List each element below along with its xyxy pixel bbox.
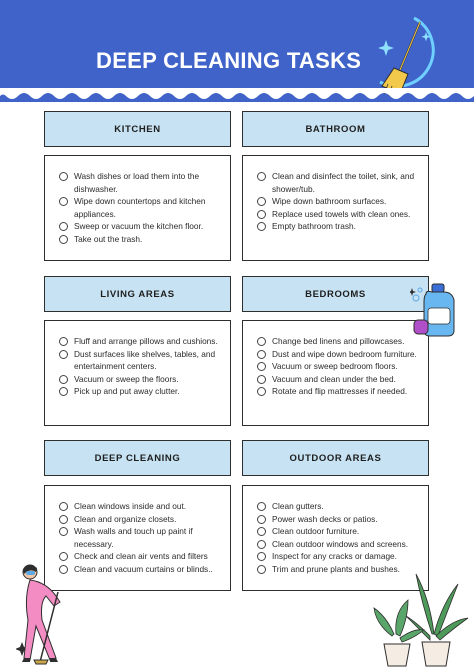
detergent-bottle-icon bbox=[410, 280, 460, 338]
task-item[interactable]: Pick up and put away clutter. bbox=[59, 385, 222, 398]
task-item[interactable]: Replace used towels with clean ones. bbox=[257, 208, 420, 221]
task-item[interactable]: Clean and disinfect the toilet, sink, and shower/tub. bbox=[257, 170, 420, 195]
checkbox-circle-icon[interactable] bbox=[257, 502, 266, 511]
task-item[interactable]: Wash dishes or load them into the dishwasher. bbox=[59, 170, 222, 195]
checkbox-circle-icon[interactable] bbox=[257, 375, 266, 384]
section-heading-outdoor-areas: OUTDOOR AREAS bbox=[242, 440, 429, 476]
task-item[interactable]: Fluff and arrange pillows and cushions. bbox=[59, 335, 222, 348]
task-item[interactable]: Change bed linens and pillowcases. bbox=[257, 335, 420, 348]
checkbox-circle-icon[interactable] bbox=[59, 197, 68, 206]
section-heading-kitchen: KITCHEN bbox=[44, 111, 231, 147]
checkbox-circle-icon[interactable] bbox=[257, 387, 266, 396]
checkbox-circle-icon[interactable] bbox=[257, 565, 266, 574]
checkbox-circle-icon[interactable] bbox=[59, 222, 68, 231]
checkbox-circle-icon[interactable] bbox=[59, 502, 68, 511]
checkbox-circle-icon[interactable] bbox=[257, 350, 266, 359]
task-item[interactable]: Clean outdoor windows and screens. bbox=[257, 538, 420, 551]
task-list-bathroom bbox=[242, 155, 429, 261]
task-item[interactable]: Vacuum and clean under the bed. bbox=[257, 373, 420, 386]
checkbox-circle-icon[interactable] bbox=[59, 337, 68, 346]
task-item[interactable]: Inspect for any cracks or damage. bbox=[257, 550, 420, 563]
checkbox-circle-icon[interactable] bbox=[257, 362, 266, 371]
checkbox-circle-icon[interactable] bbox=[257, 337, 266, 346]
checkbox-circle-icon[interactable] bbox=[59, 350, 68, 359]
checkbox-circle-icon[interactable] bbox=[59, 375, 68, 384]
checkbox-circle-icon[interactable] bbox=[59, 387, 68, 396]
page-title: DEEP CLEANING TASKS bbox=[96, 48, 362, 73]
section-heading-living-areas: LIVING AREAS bbox=[44, 276, 231, 312]
task-item[interactable]: Rotate and flip mattresses if needed. bbox=[257, 385, 420, 398]
section-heading-bathroom: BATHROOM bbox=[242, 111, 429, 147]
task-item[interactable]: Check and clean air vents and filters bbox=[59, 550, 222, 563]
task-item[interactable]: Clean outdoor furniture. bbox=[257, 525, 420, 538]
checkbox-circle-icon[interactable] bbox=[59, 515, 68, 524]
task-item[interactable]: Clean and organize closets. bbox=[59, 513, 222, 526]
task-item[interactable]: Clean windows inside and out. bbox=[59, 500, 222, 513]
task-item[interactable]: Power wash decks or patios. bbox=[257, 513, 420, 526]
task-item[interactable]: Take out the trash. bbox=[59, 233, 222, 246]
checkbox-circle-icon[interactable] bbox=[257, 552, 266, 561]
task-item[interactable]: Clean gutters. bbox=[257, 500, 420, 513]
task-item[interactable]: Dust and wipe down bedroom furniture. bbox=[257, 348, 420, 361]
task-item[interactable]: Wipe down bathroom surfaces. bbox=[257, 195, 420, 208]
checkbox-circle-icon[interactable] bbox=[59, 235, 68, 244]
section-heading-deep-cleaning: DEEP CLEANING bbox=[44, 440, 231, 476]
task-item[interactable]: Vacuum or sweep the floors. bbox=[59, 373, 222, 386]
checkbox-circle-icon[interactable] bbox=[59, 527, 68, 536]
potted-plants-illustration bbox=[372, 564, 470, 668]
header-wave-edge bbox=[0, 88, 474, 102]
checkbox-circle-icon[interactable] bbox=[257, 515, 266, 524]
task-item[interactable]: Clean and vacuum curtains or blinds.. bbox=[59, 563, 222, 576]
task-item[interactable]: Empty bathroom trash. bbox=[257, 220, 420, 233]
section-heading-bedrooms: BEDROOMS bbox=[242, 276, 429, 312]
checkbox-circle-icon[interactable] bbox=[257, 527, 266, 536]
task-list-kitchen bbox=[44, 155, 231, 261]
broom-moon-icon bbox=[360, 12, 452, 96]
task-item[interactable]: Wash walls and touch up paint if necessary. bbox=[59, 525, 222, 550]
checkbox-circle-icon[interactable] bbox=[257, 222, 266, 231]
checkbox-circle-icon[interactable] bbox=[257, 210, 266, 219]
task-list-living-areas bbox=[44, 320, 231, 426]
checkbox-circle-icon[interactable] bbox=[59, 172, 68, 181]
woman-mopping-illustration bbox=[16, 562, 82, 666]
header-banner bbox=[0, 0, 474, 102]
checkbox-circle-icon[interactable] bbox=[257, 172, 266, 181]
task-list-bedrooms bbox=[242, 320, 429, 426]
checkbox-circle-icon[interactable] bbox=[59, 552, 68, 561]
task-item[interactable]: Sweep or vacuum the kitchen floor. bbox=[59, 220, 222, 233]
checkbox-circle-icon[interactable] bbox=[257, 540, 266, 549]
task-item[interactable]: Wipe down countertops and kitchen appliances. bbox=[59, 195, 222, 220]
task-item[interactable]: Dust surfaces like shelves, tables, and entertainment centers. bbox=[59, 348, 222, 373]
task-item[interactable]: Trim and prune plants and bushes. bbox=[257, 563, 420, 576]
checkbox-circle-icon[interactable] bbox=[257, 197, 266, 206]
task-item[interactable]: Vacuum or sweep bedroom floors. bbox=[257, 360, 420, 373]
